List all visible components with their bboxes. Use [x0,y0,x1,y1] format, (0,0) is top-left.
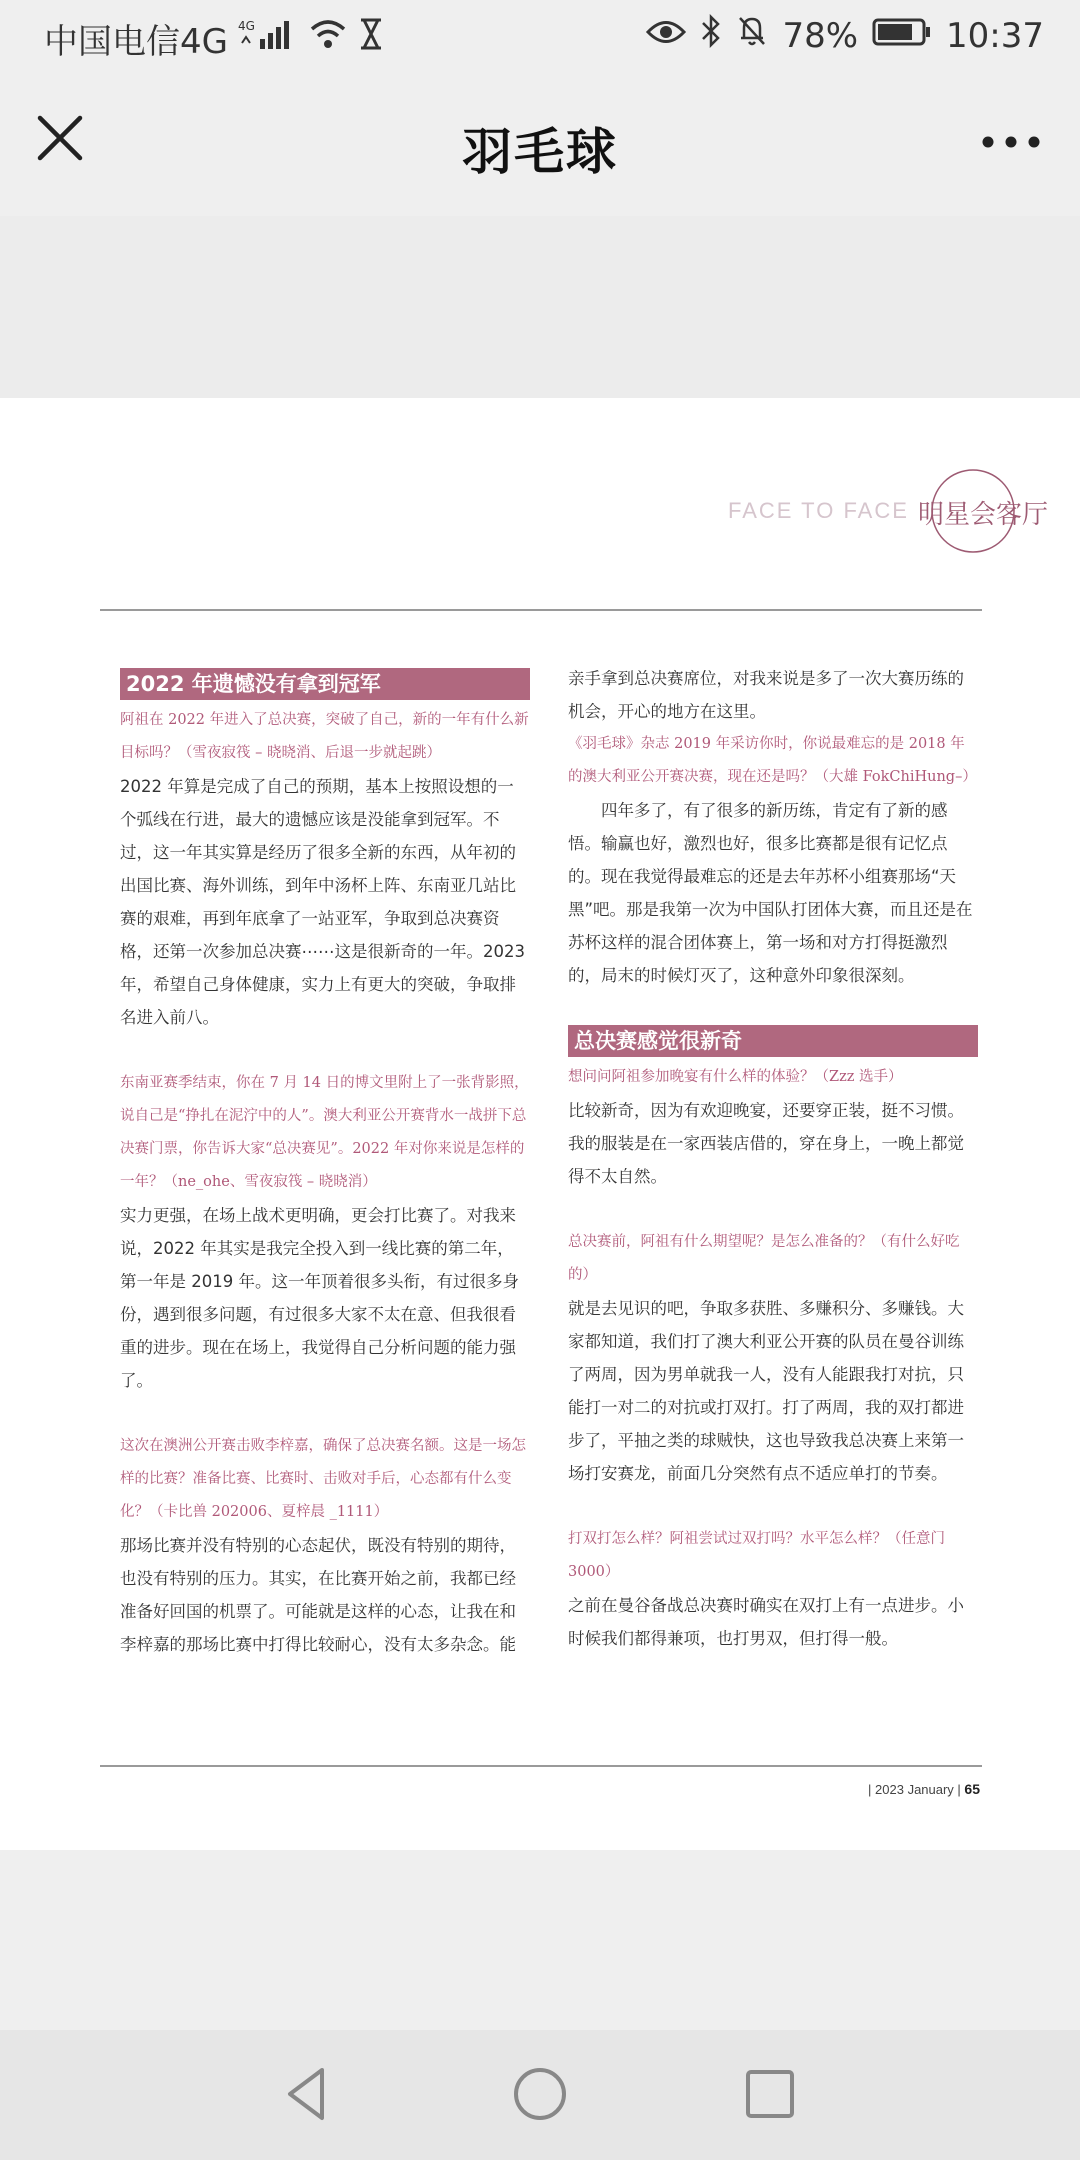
question-text: 打双打怎么样？阿祖尝试过双打吗？水平怎么样？（任意门 3000） [568,1531,945,1580]
left-column [120,668,530,1661]
header-chinese: 明星会客厅 [918,500,1049,530]
header-english: FACE TO FACE [728,498,909,523]
home-circle-icon [508,2062,572,2126]
bottom-rule [100,1765,982,1767]
title-bar [0,72,1080,216]
mute-bell-icon [736,14,768,57]
bluetooth-icon [700,14,722,57]
right-column [568,668,978,1655]
question-text: 阿祖在 2022 年进入了总决赛，突破了自己，新的一年有什么新目标吗？（雪夜寂筏 – 晓晓消、后退一步就起跳） [120,712,529,761]
battery-percent: 78% [782,15,859,56]
question-text: 东南亚赛季结束，你在 7 月 14 日的博文里附上了一张背影照，说自己是“挣扎在泥泞中的人”。澳大利亚公开赛背水一战拼下总决赛门票，你告诉大家“总决赛见”。2022 年对你来说是怎样的一年？（ne_ohe、雪夜寂筏 – 晓晓消） [120,1075,529,1190]
footer-year: 2023 [875,1782,904,1797]
section-heading: 总决赛感觉很新奇 [568,1025,978,1057]
answer-text: 之前在曼谷备战总决赛时确实在双打上有一点进步。小时候我们都得兼项，也打男双，但打得一般。 [568,1596,964,1648]
home-button[interactable] [508,2062,572,2126]
more-options-button[interactable] [976,122,1046,162]
recents-button[interactable] [738,2062,802,2126]
answer-text: 实力更强，在场上战术更明确，更会打比赛了。对我来说，2022 年其实是我完全投入到一线比赛的第二年，第一年是 2019 年。这一年顶着很多头衔，有过很多身份，遇到很多问题，有过很多大家不太在意、但我很看重的进步。现在在场上，我觉得自己分析问题的能力强了。 [120,1206,519,1390]
question-text: 想问问阿祖参加晚宴有什么样的体验？（Zzz 选手） [568,1069,903,1085]
answer-text: 四年多了，有了很多的新历练，肯定有了新的感悟。输赢也好，激烈也好，很多比赛都是很有记忆点的。现在我觉得最难忘的还是去年苏杯小组赛那场“天黑”吧。那是我第一次为中国队打团体大赛，而且还是在苏杯这样的混合团体赛上，第一场和对方打得挺激烈的，局末的时候灯灭了，这种意外印象很深刻。 [568,801,973,985]
eye-icon [646,16,686,56]
recents-square-icon [738,2062,802,2126]
question-text: 这次在澳洲公开赛击败李梓嘉，确保了总决赛名额。这是一场怎样的比赛？准备比赛、比赛时、击败对手后，心态都有什么变化？（卡比兽 202006、夏梓晨 _1111） [120,1438,526,1520]
battery-icon [872,16,932,56]
footer-month: January [907,1782,954,1797]
viewer-bottom-margin [0,1850,1080,2030]
question-text: 《羽毛球》杂志 2019 年采访你时，你说最难忘的是 2018 年的澳大利亚公开赛决赛，现在还是吗？（大雄 FokChiHung–） [568,736,977,785]
clock-time: 10:37 [946,15,1044,56]
answer-text: 亲手拿到总决赛席位，对我来说是多了一次大赛历练的机会，开心的地方在这里。 [568,669,964,721]
wifi-icon [308,17,348,60]
page-footer: | 2023 January | 65 [868,1781,980,1797]
more-dots-icon [976,122,1046,162]
answer-text: 2022 年算是完成了自己的预期，基本上按照设想的一个弧线在行进，最大的遗憾应该是没能拿到冠军。不过，这一年其实算是经历了很多全新的东西，从年初的出国比赛、海外训练，到年中汤杯上阵、东南亚几站比赛的艰难，再到年底拿了一站亚军，争取到总决赛资格，还第一次参加总决赛⋯⋯这是很新奇的一年。2023 年，希望自己身体健康，实力上有更大的突破，争取排名进入前八。 [120,777,525,1027]
back-triangle-icon [276,2062,340,2126]
answer-text: 就是去见识的吧，争取多获胜、多赚积分、多赚钱。大家都知道，我们打了澳大利亚公开赛的队员在曼谷训练了两周，因为男单就我一人，没有人能跟我打对抗，只能打一对二的对抗或打双打。打了两周，我的双打都进步了，平抽之类的球贼快，这也导致我总决赛上来第一场打安赛龙，前面几分突然有点不适应单打的节奏。 [568,1299,964,1483]
net-type-label: 4G [237,19,255,33]
top-rule [100,609,982,611]
status-right [646,14,1044,57]
signal-icon [238,17,298,60]
back-button[interactable] [276,2062,340,2126]
hourglass-icon [358,17,384,60]
page-title: 羽毛球 [462,123,618,181]
status-left [44,14,384,63]
question-text: 总决赛前，阿祖有什么期望呢？是怎么准备的？（有什么好吃的） [568,1234,960,1283]
navigation-bar [0,2030,1080,2160]
status-bar [0,0,1080,72]
carrier-label: 中国电信4G [44,22,228,62]
page-number: 65 [964,1781,980,1797]
viewer-top-margin [0,216,1080,398]
section-heading: 2022 年遗憾没有拿到冠军 [120,668,530,700]
answer-text: 那场比赛并没有特别的心态起伏，既没有特别的期待，也没有特别的压力。其实，在比赛开始之前，我都已经准备好回国的机票了。可能就是这样的心态，让我在和李梓嘉的那场比赛中打得比较耐心，没有太多杂念。能 [120,1536,516,1654]
magazine-page[interactable] [0,398,1080,1850]
answer-text: 比较新奇，因为有欢迎晚宴，还要穿正装，挺不习惯。我的服装是在一家西装店借的，穿在身上，一晚上都觉得不太自然。 [568,1101,964,1186]
